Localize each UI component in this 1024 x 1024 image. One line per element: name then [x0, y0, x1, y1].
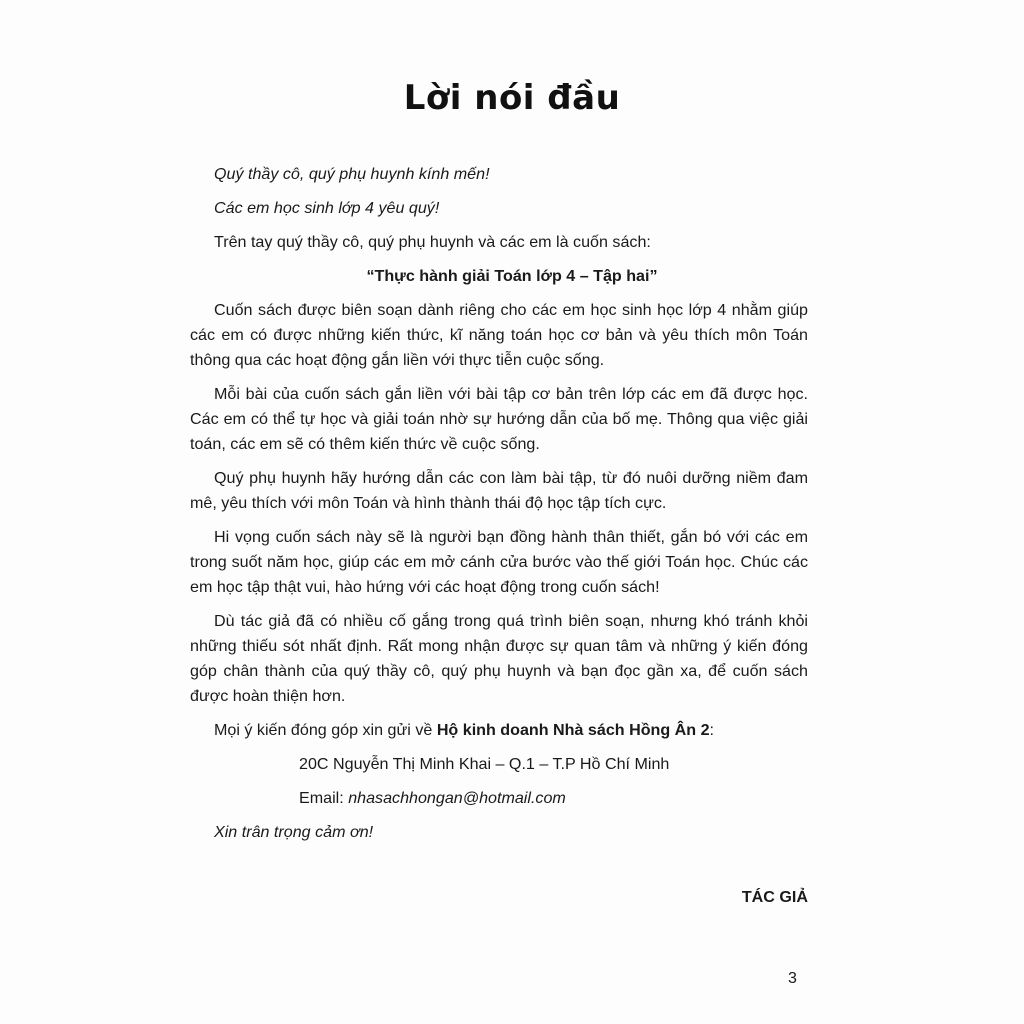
- intro-line: Trên tay quý thầy cô, quý phụ huynh và các em là cuốn sách:: [214, 233, 651, 251]
- author-signature: TÁC GIẢ: [741, 888, 808, 906]
- thanks-line: Xin trân trọng cảm ơn!: [214, 823, 374, 841]
- book-title: “Thực hành giải Toán lớp 4 – Tập hai”: [366, 267, 658, 285]
- email-label: Email:: [299, 789, 349, 807]
- paragraph-purpose: Cuốn sách được biên soạn dành riêng cho các em học sinh học lớp 4 nhằm giúp các em có được những kiến thức, kĩ năng toán học cơ bản và yêu thích môn Toán thông qua các hoạt động gắn liền với thực tiễn cuộc sống.: [190, 301, 808, 369]
- paragraph-lessons: Mỗi bài của cuốn sách gắn liền với bài tập cơ bản trên lớp các em đã được học. Các em có thể tự học và giải toán nhờ sự hướng dẫn của bố mẹ. Thông qua việc giải toán, các em sẽ có thêm kiến thức về cuộc sống.: [190, 385, 808, 453]
- feedback-line: [190, 718, 808, 743]
- address-line: 20C Nguyễn Thị Minh Khai – Q.1 – T.P Hồ Chí Minh: [299, 755, 670, 773]
- greeting-students: Các em học sinh lớp 4 yêu quý!: [214, 199, 440, 217]
- feedback-organization: Hộ kinh doanh Nhà sách Hồng Ân 2: [436, 721, 710, 739]
- paragraph-feedback-request: Dù tác giả đã có nhiều cố gắng trong quá trình biên soạn, nhưng khó tránh khỏi những thiếu sót nhất định. Rất mong nhận được sự quan tâm và những ý kiến đóng góp chân thành của quý thầy cô, quý phụ huynh và bạn đọc gần xa, để cuốn sách được hoàn thiện hơn.: [190, 612, 808, 705]
- email-line: [190, 786, 808, 811]
- paragraph-parents: Quý phụ huynh hãy hướng dẫn các con làm bài tập, từ đó nuôi dưỡng niềm đam mê, yêu thích với môn Toán và hình thành thái độ học tập tích cực.: [190, 469, 808, 512]
- preface-body: [190, 162, 808, 919]
- feedback-suffix: :: [709, 721, 715, 739]
- email-address: nhasachhongan@hotmail.com: [348, 789, 566, 807]
- page-number: 3: [788, 970, 797, 987]
- paragraph-hope: Hi vọng cuốn sách này sẽ là người bạn đồng hành thân thiết, gắn bó với các em trong suốt năm học, giúp các em mở cánh cửa bước vào thế giới Toán học. Chúc các em học tập thật vui, hào hứng với các hoạt động trong cuốn sách!: [190, 528, 808, 596]
- page-title: Lời nói đầu: [403, 78, 621, 118]
- feedback-prefix: Mọi ý kiến đóng góp xin gửi về: [214, 721, 437, 739]
- greeting-teachers-parents: Quý thầy cô, quý phụ huynh kính mến!: [214, 165, 490, 183]
